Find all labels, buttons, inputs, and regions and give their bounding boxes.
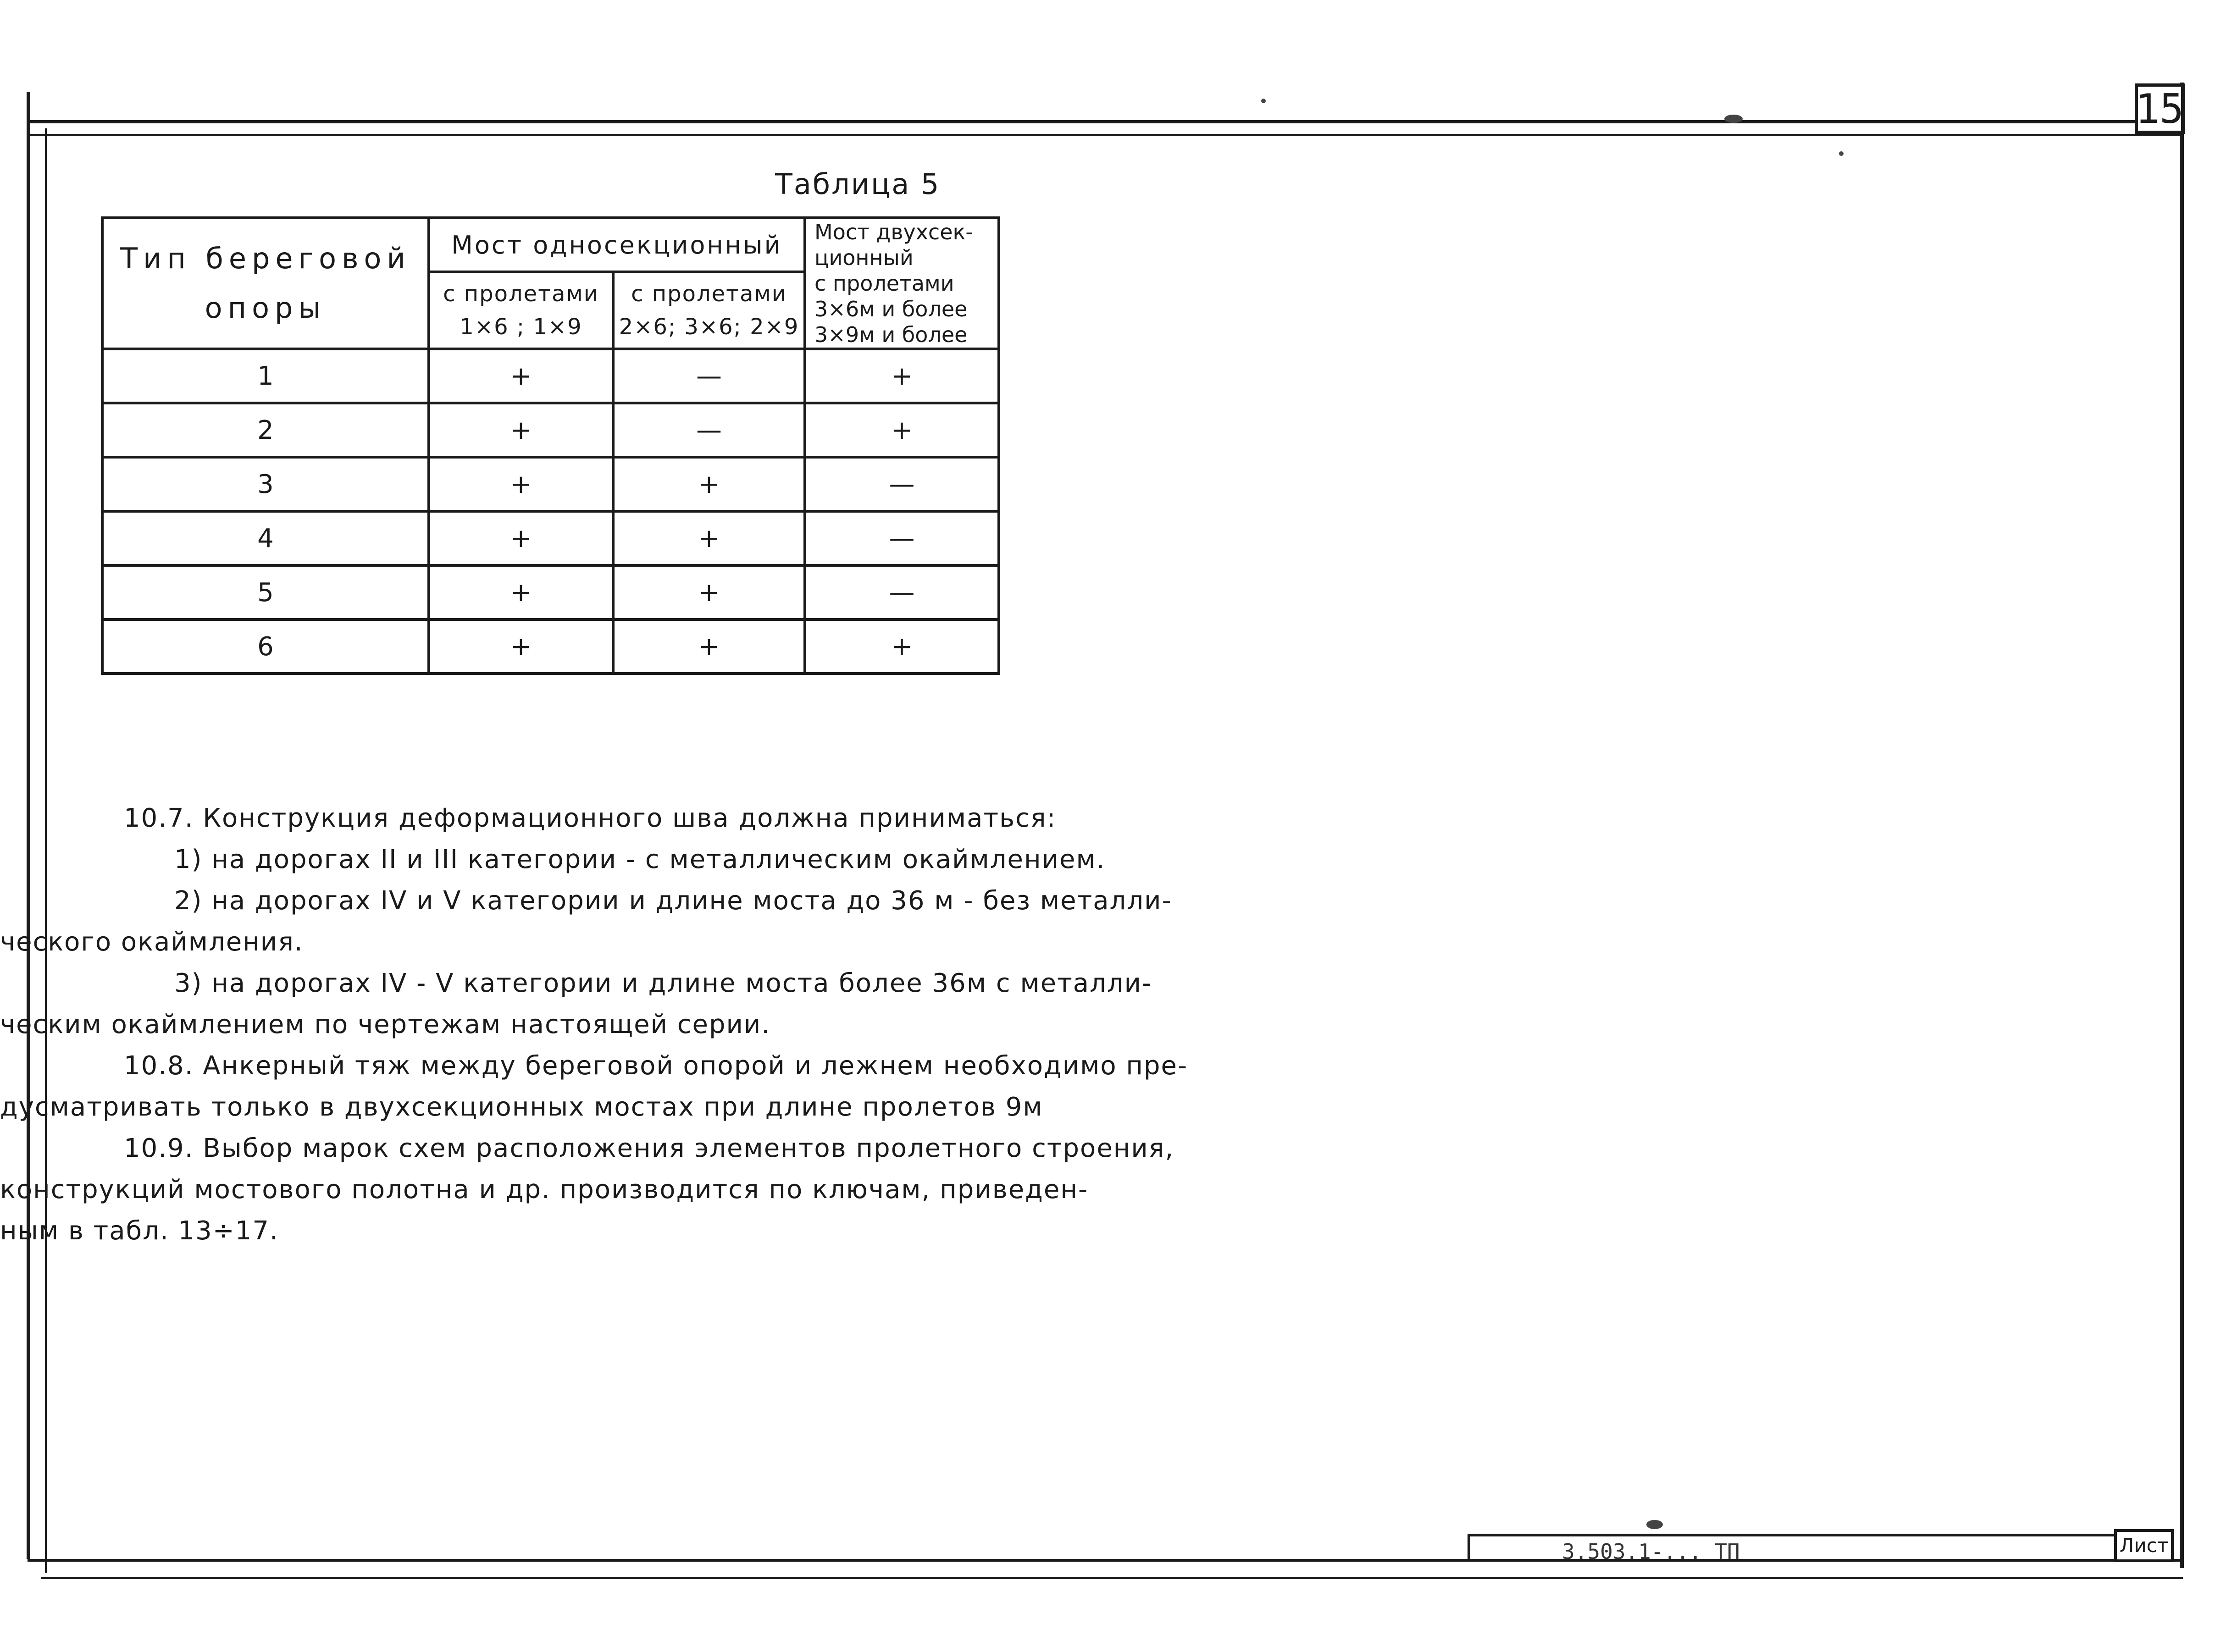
row-type: 2 — [102, 403, 429, 457]
scan-speck — [1646, 1520, 1663, 1529]
row-cell-two-section: — — [805, 457, 999, 511]
row-cell-single-2: + — [613, 619, 805, 674]
header-two-section-line1: Мост двухсек- — [814, 220, 973, 244]
header-single-spans-1-line2: 1×6 ; 1×9 — [460, 314, 582, 340]
note-10-7-item-3-cont: ческим окаймлением по чертежам настоящей серии. — [0, 1010, 771, 1039]
header-two-section — [805, 218, 999, 349]
row-cell-single-1: + — [429, 565, 613, 619]
header-support-type-line1: Тип береговой — [120, 242, 411, 275]
table-row — [102, 457, 999, 511]
header-support-type-line2: опоры — [205, 291, 327, 325]
row-type: 1 — [102, 349, 429, 403]
note-10-8: 10.8. Анкерный тяж между береговой опорой и лежнем необходимо пре- — [124, 1051, 1188, 1081]
header-single-section: Мост односекционный — [429, 218, 805, 272]
note-10-7-item-3: 3) на дорогах IV - V категории и длине моста более 36м с металли- — [174, 968, 1152, 998]
title-block-stamp — [1468, 1534, 2155, 1564]
row-cell-two-section: + — [805, 403, 999, 457]
header-two-section-line2: ционный — [814, 245, 914, 270]
note-10-7-item-2: 2) на дорогах IV и V категории и длине моста до 36 м - без металли- — [174, 886, 1172, 916]
row-cell-single-2: + — [613, 511, 805, 565]
note-10-8-cont: дусматривать только в двухсекционных мостах при длине пролетов 9м — [0, 1092, 1043, 1122]
document-code: 3.503.1-... ТП — [1562, 1539, 1740, 1564]
frame-bottom-thin-line — [41, 1577, 2183, 1579]
table-row — [102, 349, 999, 403]
note-10-7-item-2-cont: ческого окаймления. — [0, 927, 304, 957]
row-cell-single-1: + — [429, 619, 613, 674]
frame-right-line — [2180, 83, 2184, 1568]
table-caption: Таблица 5 — [775, 167, 941, 201]
row-cell-single-1: + — [429, 403, 613, 457]
row-cell-single-1: + — [429, 457, 613, 511]
header-single-spans-1-line1: с пролетами — [443, 281, 599, 307]
row-cell-two-section: + — [805, 619, 999, 674]
scan-speck — [1261, 99, 1266, 103]
scan-speck — [1839, 151, 1844, 156]
row-cell-single-2: — — [613, 349, 805, 403]
header-two-section-line4: 3×6м и более — [814, 297, 968, 321]
row-cell-single-1: + — [429, 349, 613, 403]
page-number-box — [2135, 83, 2185, 134]
frame-top-thin-line — [28, 134, 2183, 136]
row-cell-two-section: — — [805, 511, 999, 565]
table-row — [102, 511, 999, 565]
note-10-9-cont: конструкций мостового полотна и др. производится по ключам, приведен- — [0, 1175, 1089, 1204]
row-cell-single-2: — — [613, 403, 805, 457]
header-single-spans-2-line2: 2×6; 3×6; 2×9 — [619, 314, 799, 340]
note-10-9: 10.9. Выбор марок схем расположения элементов пролетного строения, — [124, 1133, 1174, 1163]
header-support-type — [102, 218, 429, 349]
notes-text — [0, 798, 1188, 1252]
frame-top-line — [28, 120, 2183, 123]
page-number: 15 — [2135, 85, 2184, 133]
note-10-7-item-1: 1) на дорогах II и III категории - с металлическим окаймлением. — [174, 845, 1106, 874]
row-cell-single-1: + — [429, 511, 613, 565]
support-type-table — [101, 216, 1000, 675]
scan-speck — [1724, 115, 1743, 123]
row-cell-single-2: + — [613, 565, 805, 619]
table-row — [102, 565, 999, 619]
sheet-label: Лист — [2119, 1534, 2169, 1557]
header-single-spans-1 — [429, 272, 613, 349]
header-two-section-line3: с пролетами — [814, 271, 954, 296]
table-row — [102, 619, 999, 674]
row-type: 5 — [102, 565, 429, 619]
row-cell-two-section: — — [805, 565, 999, 619]
table-row — [102, 403, 999, 457]
row-type: 3 — [102, 457, 429, 511]
sheet-label-box — [2114, 1529, 2174, 1562]
header-single-spans-2-line1: с пролетами — [631, 281, 787, 307]
row-cell-single-2: + — [613, 457, 805, 511]
row-cell-two-section: + — [805, 349, 999, 403]
note-10-7-heading: 10.7. Конструкция деформационного шва должна приниматься: — [124, 803, 1057, 833]
row-type: 6 — [102, 619, 429, 674]
table-header-row-1 — [102, 218, 999, 272]
header-two-section-line5: 3×9м и более — [814, 322, 968, 347]
header-single-spans-2 — [613, 272, 805, 349]
note-10-9-cont-2: ным в табл. 13÷17. — [0, 1216, 279, 1246]
row-type: 4 — [102, 511, 429, 565]
